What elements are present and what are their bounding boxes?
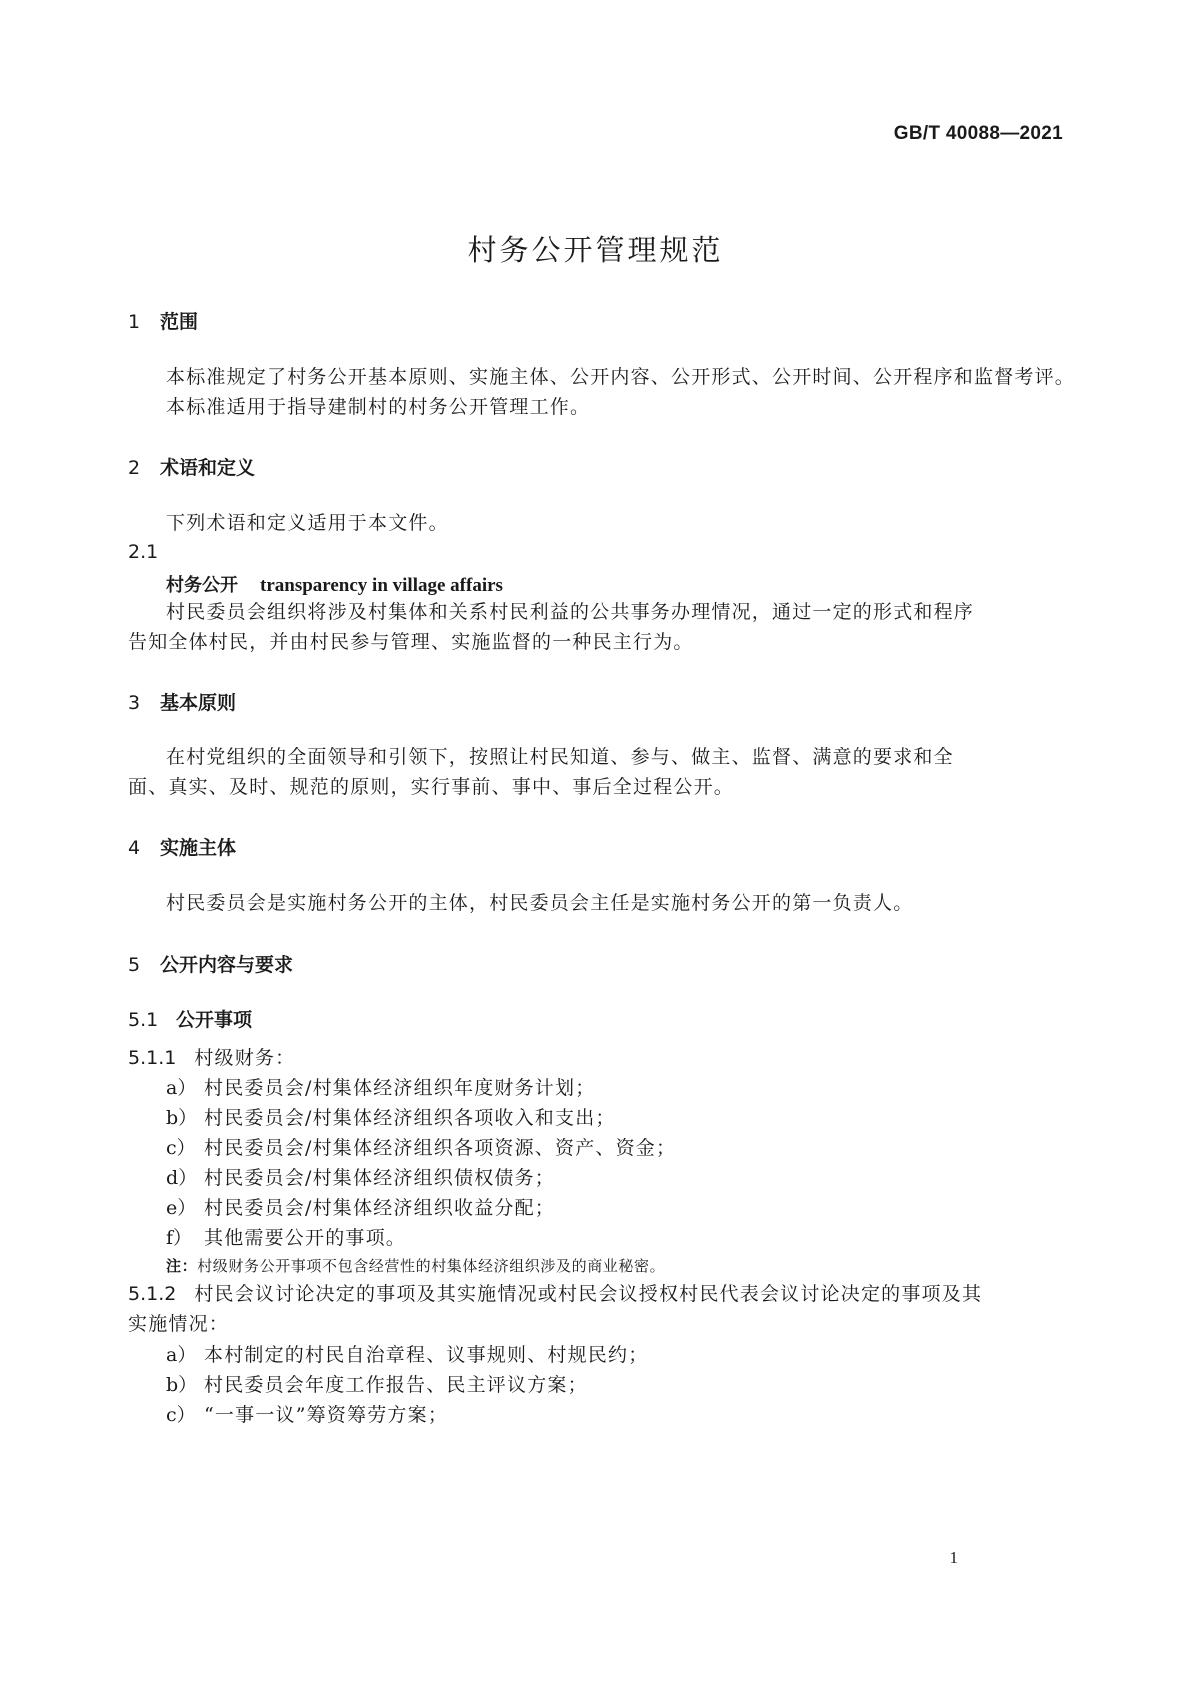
- note-text: 村级财务公开事项不包含经营性的村集体经济组织涉及的商业秘密。: [197, 1257, 666, 1275]
- section-number: 5: [128, 954, 141, 976]
- section-title: 术语和定义: [160, 457, 256, 479]
- item-text: 村民委员会/村集体经济组织债权债务；: [204, 1167, 556, 1189]
- item-marker: d）: [166, 1167, 198, 1189]
- section-1-paragraph-1: 本标准规定了村务公开基本原则、实施主体、公开内容、公开形式、公开时间、公开程序和监督考评。: [166, 366, 1076, 388]
- list-item: [166, 1340, 648, 1370]
- item-marker: a）: [166, 1344, 197, 1366]
- clause-number: 5.1.2: [128, 1283, 177, 1305]
- item-marker: b）: [166, 1374, 198, 1396]
- section-1-heading: [128, 307, 198, 334]
- list-item: [166, 1400, 448, 1430]
- item-text: “一事一议”筹资筹劳方案；: [204, 1404, 449, 1426]
- item-text: 村民委员会/村集体经济组织年度财务计划；: [204, 1077, 596, 1099]
- section-5-heading: [128, 950, 293, 977]
- item-text: 本村制定的村民自治章程、议事规则、村规民约；: [204, 1344, 649, 1366]
- section-number: 3: [128, 692, 141, 714]
- section-3-heading: [128, 688, 236, 715]
- clause-number: 5.1.1: [128, 1047, 177, 1069]
- item-marker: b）: [166, 1107, 198, 1129]
- list-item: [166, 1193, 555, 1223]
- term-zh: 村务公开: [166, 575, 238, 596]
- item-marker: c）: [166, 1404, 196, 1426]
- item-text: 村民委员会/村集体经济组织收益分配；: [204, 1197, 556, 1219]
- item-marker: a）: [166, 1077, 197, 1099]
- list-item: [166, 1103, 616, 1133]
- note-label: 注：: [166, 1257, 198, 1275]
- section-3-paragraph: 在村党组织的全面领导和引领下，按照让村民知道、参与、做主、监督、满意的要求和全面、真实、及时、规范的原则，实行事前、事中、事后全过程公开。: [128, 746, 954, 798]
- list-item: [166, 1133, 676, 1163]
- section-4-heading: [128, 833, 236, 860]
- section-title: 基本原则: [160, 692, 237, 714]
- section-4-paragraph: 村民委员会是实施村务公开的主体，村民委员会主任是实施村务公开的第一负责人。: [166, 892, 914, 914]
- section-title: 实施主体: [160, 837, 237, 859]
- item-marker: f）: [166, 1227, 193, 1249]
- section-number: 1: [128, 311, 141, 333]
- list-item: [166, 1163, 555, 1193]
- document-title: 村务公开管理规范: [467, 233, 724, 267]
- clause-5-1-2: [128, 1279, 990, 1339]
- item-text: 村民委员会/村集体经济组织各项资源、资产、资金；: [204, 1137, 677, 1159]
- clause-5-1-1: [128, 1043, 295, 1073]
- section-2-intro: 下列术语和定义适用于本文件。: [166, 512, 449, 534]
- page-number: 1: [949, 1548, 958, 1567]
- term-heading: [166, 571, 503, 597]
- term-definition: 村民委员会组织将涉及村集体和关系村民利益的公共事务办理情况，通过一定的形式和程序告知全体村民，并由村民参与管理、实施监督的一种民主行为。: [128, 601, 975, 653]
- item-marker: c）: [166, 1137, 196, 1159]
- subsection-title: 公开事项: [176, 1009, 253, 1031]
- section-number: 4: [128, 837, 141, 859]
- clause-text: 村级财务：: [194, 1047, 296, 1069]
- term-number: 2.1: [128, 541, 159, 563]
- standard-code: GB/T 40088—2021: [893, 123, 1063, 144]
- section-2-heading: [128, 453, 255, 480]
- item-marker: e）: [166, 1197, 197, 1219]
- subsection-5-1-heading: [128, 1005, 252, 1032]
- item-text: 其他需要公开的事项。: [204, 1227, 407, 1249]
- section-title: 范围: [160, 311, 199, 333]
- list-item: [166, 1223, 406, 1253]
- list-item: [166, 1370, 588, 1400]
- item-text: 村民委员会/村集体经济组织各项收入和支出；: [204, 1107, 616, 1129]
- note: [166, 1255, 665, 1276]
- subsection-number: 5.1: [128, 1009, 159, 1031]
- item-text: 村民委员会年度工作报告、民主评议方案；: [204, 1374, 588, 1396]
- section-title: 公开内容与要求: [160, 954, 294, 976]
- list-item: [166, 1073, 595, 1103]
- term-en: transparency in village affairs: [260, 575, 503, 596]
- section-1-paragraph-2: 本标准适用于指导建制村的村务公开管理工作。: [166, 396, 591, 418]
- section-number: 2: [128, 457, 141, 479]
- clause-text: 村民会议讨论决定的事项及其实施情况或村民会议授权村民代表会议讨论决定的事项及其实施情况：: [128, 1283, 983, 1335]
